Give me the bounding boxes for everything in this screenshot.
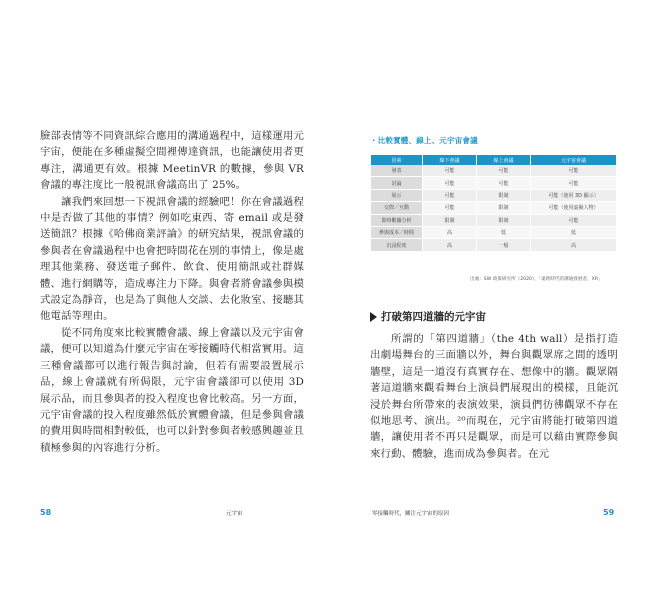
- table-cell: 沉浸程度: [371, 239, 423, 251]
- table-header: 線下會議: [423, 155, 477, 165]
- table-cell: 可能: [423, 177, 477, 189]
- paragraph: 所謂的「第四道牆」（the 4th wall）是指打造出劇場舞台的三面牆以外，舞台與觀眾席之間的透明牆壁，這是一道沒有真實存在、想像中的牆。觀眾隔著這道牆來觀看舞台上演員們展現出的模樣，且能沉浸於舞台所帶來的表演效果，演員們彷彿觀眾不存在似地思考、演出。²⁰而現在，元宇宙將能打破第四道牆，讓使用者不再只是觀眾，而是可以藉由實際參與來行動、體驗，進而成為參與者。在元: [370, 333, 618, 460]
- table-cell: 交際／互動: [371, 202, 423, 214]
- table-cell: 限制: [477, 214, 531, 226]
- page-number-right: 59: [603, 508, 615, 517]
- paragraph: 臉部表情等不同資訊綜合應用的溝通過程中，這樣運用元宇宙，便能在多種虛擬空間裡傳達資訊，也能讓使用者更專注，溝通更有效。根據 MeetinVR 的數據，參與 VR 會議的專注度比一般視訊會議高出了 25%。: [40, 130, 304, 192]
- table-cell: 可能: [423, 202, 477, 214]
- table-row: [371, 165, 617, 177]
- table-cell: 即時數據分析: [371, 214, 423, 226]
- table-cell: 可能: [423, 165, 477, 177]
- table-cell: 可能（使用虛擬人物）: [531, 202, 617, 214]
- running-title-right: 零接觸時代，關注元宇宙的原因: [372, 511, 450, 517]
- section-heading: [370, 309, 486, 324]
- table-row: [371, 239, 617, 251]
- table-header: 線上會議: [477, 155, 531, 165]
- page-number-left: 58: [40, 508, 52, 517]
- table-cell: 限制: [477, 202, 531, 214]
- paragraph: 從不同角度來比較實體會議、線上會議以及元宇宙會議，便可以知道為什麼元宇宙在零接觸時代相當實用。這三種會議都可以進行報告與討論，但若有需要設置展示品，線上會議就有所侷限，元宇宙會議卻可以使用 3D 展示品，而且參與者的投入程度也會比較高。另一方面，元宇宙會議的投入程度雖然低於實體會議，但是參與會議的費用與時間相對較低，也可以針對參與者較感興趣並且積極參與的內容進行分析。: [40, 326, 304, 454]
- table-cell: 高: [423, 226, 477, 238]
- section-title: 打破第四道牆的元宇宙: [381, 311, 486, 323]
- table-cell: 高: [423, 239, 477, 251]
- table-source-note: 出處：SW 政策研究所（2020），「遠距時代的溝通發展者，XR」: [470, 277, 603, 282]
- table-row: [371, 214, 617, 226]
- right-body-text: [370, 331, 618, 462]
- left-page: [0, 0, 327, 609]
- table-row: [371, 226, 617, 238]
- table-cell: 低: [531, 226, 617, 238]
- table-cell: 討論: [371, 177, 423, 189]
- table-cell: 可能（使用 3D 顯示）: [531, 189, 617, 201]
- triangle-bullet-icon: [370, 312, 377, 322]
- left-body-text: [40, 128, 304, 456]
- table-cell: 參與成本／時間: [371, 226, 423, 238]
- table-cell: 低: [477, 226, 531, 238]
- table-cell: 可能: [477, 165, 531, 177]
- table-cell: 發表: [371, 165, 423, 177]
- running-title-left: 元宇宙: [226, 511, 243, 517]
- table-cell: 限制: [423, 214, 477, 226]
- paragraph: 讓我們來回想一下視訊會議的經驗吧！你在會議過程中是否做了其他的事情？例如吃東西、寄 email 或是發送簡訊？根據《哈佛商業評論》的研究結果，視訊會議的參與者在會議過程中也會把時間花在別的事情上，像是處理其他業務、發送電子郵件、飲食、使用簡訊或社群媒體、進行網購等，造成專注力下降。與會者將會議參與模式設定為靜音，也是為了與他人交談、去化妝室、接聽其他電話等理由。: [40, 195, 304, 323]
- table-cell: 可能: [531, 165, 617, 177]
- table-cell: 可能: [423, 189, 477, 201]
- table-cell: 高: [531, 239, 617, 251]
- table-cell: 展示: [371, 189, 423, 201]
- table-header-row: [371, 155, 617, 165]
- table-cell: 可能: [531, 177, 617, 189]
- table-cell: 一般: [477, 239, 531, 251]
- table-header: 因素: [371, 155, 423, 165]
- table-cell: 限制: [477, 189, 531, 201]
- table-row: [371, 189, 617, 201]
- table-row: [371, 202, 617, 214]
- table-row: [371, 177, 617, 189]
- table-cell: 可能: [477, 177, 531, 189]
- table-header: 元宇宙會議: [531, 155, 617, 165]
- table-cell: 可能: [531, 214, 617, 226]
- comparison-table: [371, 155, 617, 252]
- table-title: ・比較實體、線上、元宇宙會議: [370, 136, 478, 145]
